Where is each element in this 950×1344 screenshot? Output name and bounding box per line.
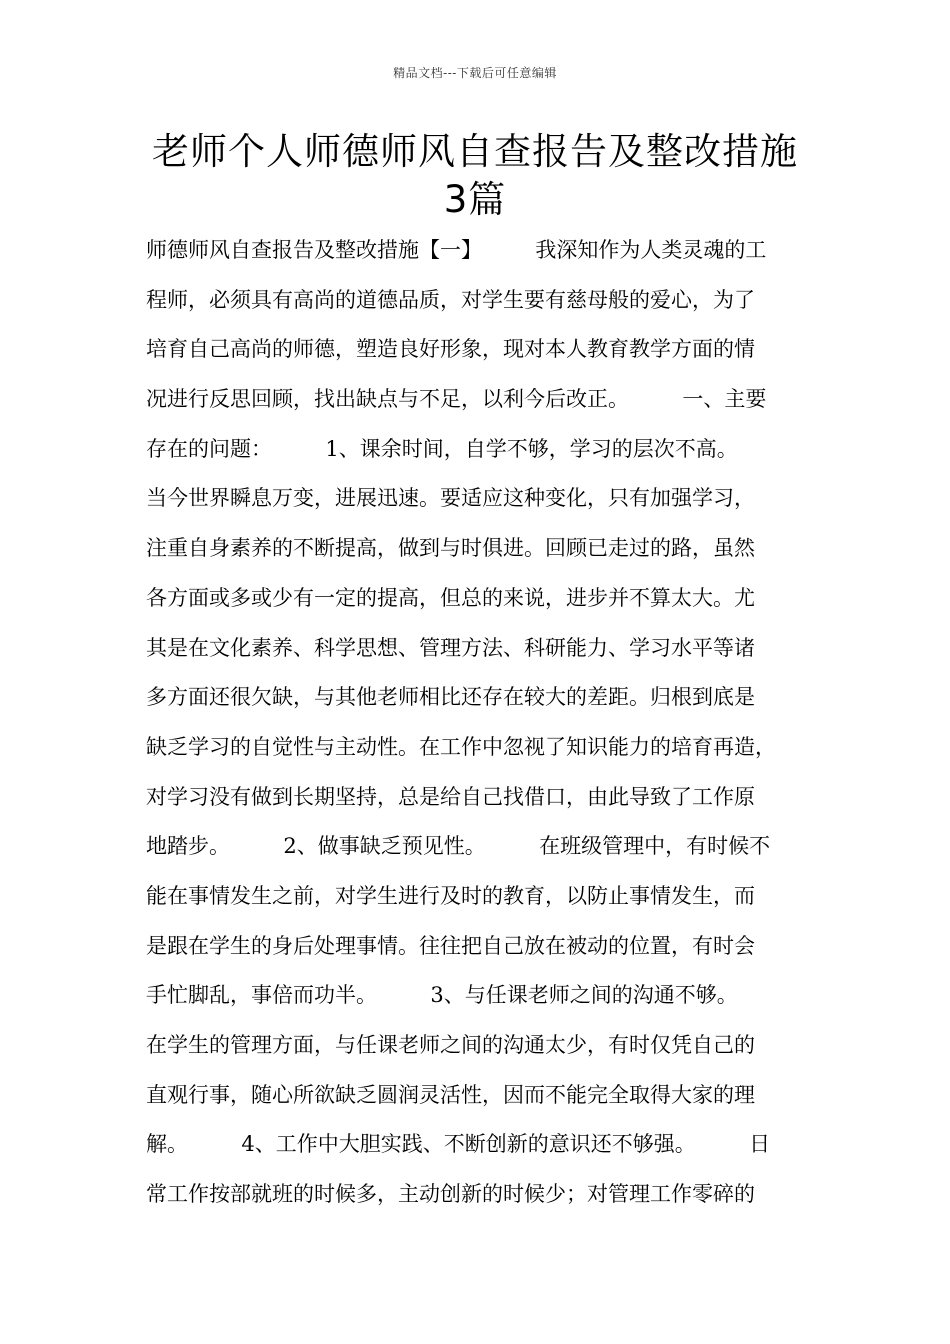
body-text bbox=[146, 226, 846, 1220]
body-line: 能在事情发生之前，对学生进行及时的教育，以防止事情发生，而 bbox=[146, 883, 755, 908]
body-line: 解。 4、工作中大胆实践、不断创新的意识还不够强。 日 bbox=[146, 1132, 771, 1157]
body-line: 师德师风自查报告及整改措施【一】 我深知作为人类灵魂的工 bbox=[146, 238, 767, 262]
body-line: 多方面还很欠缺，与其他老师相比还存在较大的差距。归根到底是 bbox=[146, 685, 755, 710]
body-line: 手忙脚乱，事倍而功半。 3、与任课老师之间的沟通不够。 bbox=[146, 983, 738, 1008]
body-line: 程师，必须具有高尚的道德品质，对学生要有慈母般的爱心，为了 bbox=[146, 287, 755, 312]
body-line: 对学习没有做到长期坚持，总是给自己找借口，由此导致了工作原 bbox=[146, 784, 755, 809]
body-line: 其是在文化素养、科学思想、管理方法、科研能力、学习水平等诸 bbox=[146, 635, 755, 660]
title-line-1: 老师个人师德师风自查报告及整改措施 bbox=[152, 130, 798, 173]
body-line: 当今世界瞬息万变，进展迅速。要适应这种变化，只有加强学习， bbox=[146, 486, 755, 511]
body-line: 存在的问题： 1、课余时间，自学不够，学习的层次不高。 bbox=[146, 436, 738, 461]
document-title bbox=[0, 128, 950, 224]
body-line: 缺乏学习的自觉性与主动性。在工作中忽视了知识能力的培育再造， bbox=[146, 734, 776, 759]
body-line: 是跟在学生的身后处理事情。往往把自己放在被动的位置，有时会 bbox=[146, 933, 755, 958]
body-line: 各方面或多或少有一定的提高，但总的来说，进步并不算太大。尤 bbox=[146, 585, 755, 610]
title-line-2: 3篇 bbox=[443, 178, 507, 221]
header-note: 精品文档---下载后可任意编辑 bbox=[393, 66, 557, 80]
body-line: 注重自身素养的不断提高，做到与时俱进。回顾已走过的路，虽然 bbox=[146, 536, 755, 561]
body-line: 培育自己高尚的师德，塑造良好形象，现对本人教育教学方面的情 bbox=[146, 337, 755, 362]
body-line: 在学生的管理方面，与任课老师之间的沟通太少，有时仅凭自己的 bbox=[146, 1033, 755, 1057]
body-line: 地踏步。 2、做事缺乏预见性。 在班级管理中，有时候不 bbox=[146, 834, 771, 859]
body-line: 况进行反思回顾，找出缺点与不足，以利今后改正。 一、主要 bbox=[146, 387, 767, 412]
body-line: 常工作按部就班的时候多，主动创新的时候少；对管理工作零碎的 bbox=[146, 1182, 755, 1207]
body-line: 直观行事，随心所欲缺乏圆润灵活性，因而不能完全取得大家的理 bbox=[146, 1082, 755, 1107]
